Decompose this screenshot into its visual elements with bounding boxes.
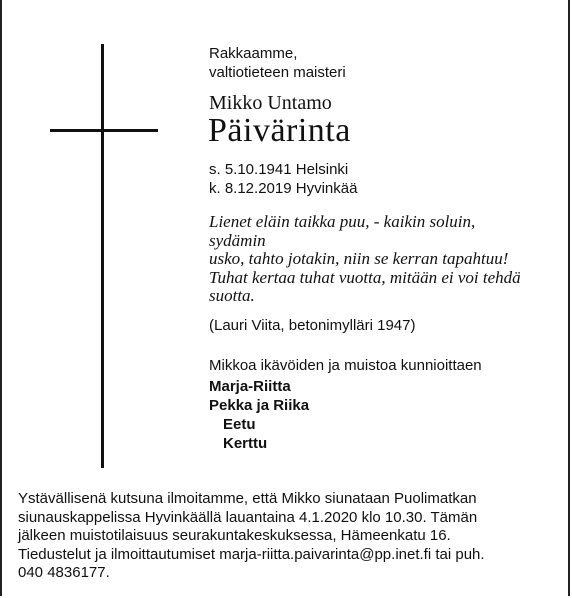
mourning-text: Mikkoa ikävöiden ja muistoa kunnioittaen [209, 357, 482, 374]
funeral-info [18, 490, 563, 583]
intro-text [209, 44, 346, 82]
mourner-name: Eetu [223, 416, 256, 433]
footer-line: siunauskappelissa Hyvinkäällä lauantaina 4.1.2020 klo 10.30. Tämän [18, 508, 478, 526]
cross-horizontal-bar [50, 129, 158, 132]
first-names: Mikko Untamo [209, 92, 332, 114]
birth-date: s. 5.10.1941 Helsinki [209, 161, 349, 178]
cross-vertical-bar [101, 44, 104, 468]
poem-line: Lienet eläin taikka puu, - kaikin soluin, [209, 212, 476, 231]
poem [209, 212, 521, 306]
mourner-name: Pekka ja Riika [209, 397, 310, 414]
footer-line: 040 4836177. [18, 564, 110, 581]
poem-line: usko, tahto jotakin, niin se kerran tapahtuu! [209, 249, 509, 268]
mourner-name: Marja-Riitta [209, 378, 291, 395]
death-date: k. 8.12.2019 Hyvinkää [209, 180, 358, 197]
life-dates [209, 160, 357, 198]
mourner-name: Kerttu [223, 435, 268, 452]
poem-line: suotta. [209, 286, 255, 305]
footer-line: Ystävällisenä kutsuna ilmoitamme, että Mikko siunataan Puolimatkan [18, 490, 477, 507]
surname: Päivärinta [208, 112, 351, 149]
poem-line: sydämin [209, 230, 266, 250]
intro-line: valtiotieteen maisteri [209, 64, 346, 81]
footer-line: jälkeen muistotilaisuus seurakuntakeskuksessa, Hämeenkatu 16. [18, 527, 451, 544]
intro-line: Rakkaamme, [209, 45, 298, 62]
footer-line: Tiedustelut ja ilmoittautumiset marja-riitta.paivarinta@pp.inet.fi tai puh. [18, 545, 485, 563]
poem-line: Tuhat kertaa tuhat vuotta, mitään ei voi tehdä [209, 267, 521, 287]
mourners-list [209, 377, 309, 453]
poem-source: (Lauri Viita, betonimylläri 1947) [209, 317, 416, 334]
